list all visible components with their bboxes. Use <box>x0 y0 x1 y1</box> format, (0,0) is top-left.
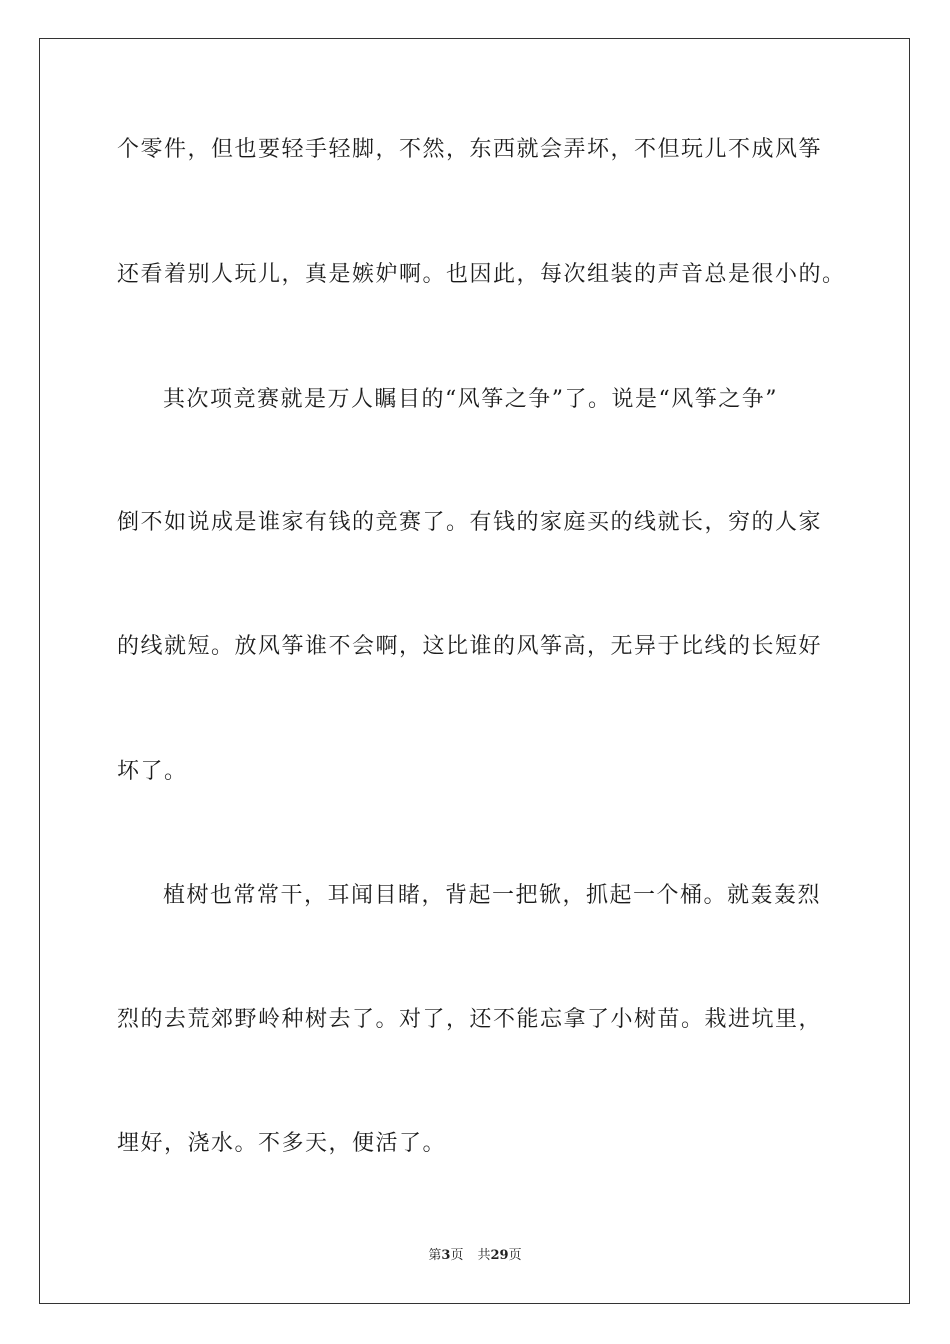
text-line-6: 坏了。 <box>117 759 188 784</box>
text-line-1: 个零件，但也要轻手轻脚，不然，东西就会弄坏，不但玩儿不成风筝 <box>117 137 823 162</box>
footer-total-number: 29 <box>490 1248 509 1263</box>
text-line-8: 烈的去荒郊野岭种树去了。对了，还不能忘拿了小树苗。栽进坑里， <box>117 1007 823 1032</box>
text-line-3: 其次项竞赛就是万人瞩目的“风筝之争”了。说是“风筝之争” <box>163 387 778 412</box>
footer-total-suffix: 页 <box>508 1248 522 1263</box>
text-line-7: 植树也常常干，耳闻目睹，背起一把锨，抓起一个桶。就轰轰烈 <box>163 883 822 908</box>
page-border <box>39 38 910 1304</box>
page-footer <box>0 1248 950 1264</box>
text-line-9: 埋好，浇水。不多天，便活了。 <box>117 1131 447 1156</box>
footer-total-prefix: 共 <box>477 1248 491 1263</box>
footer-page-prefix: 第 <box>428 1248 442 1263</box>
text-line-2: 还看着别人玩儿，真是嫉妒啊。也因此，每次组装的声音总是很小的。 <box>117 262 846 287</box>
text-line-5: 的线就短。放风筝谁不会啊，这比谁的风筝高，无异于比线的长短好 <box>117 634 823 659</box>
footer-page-number: 3 <box>441 1248 451 1263</box>
text-line-4: 倒不如说成是谁家有钱的竞赛了。有钱的家庭买的线就长，穷的人家 <box>117 510 823 535</box>
footer-page-suffix: 页 <box>450 1248 464 1263</box>
